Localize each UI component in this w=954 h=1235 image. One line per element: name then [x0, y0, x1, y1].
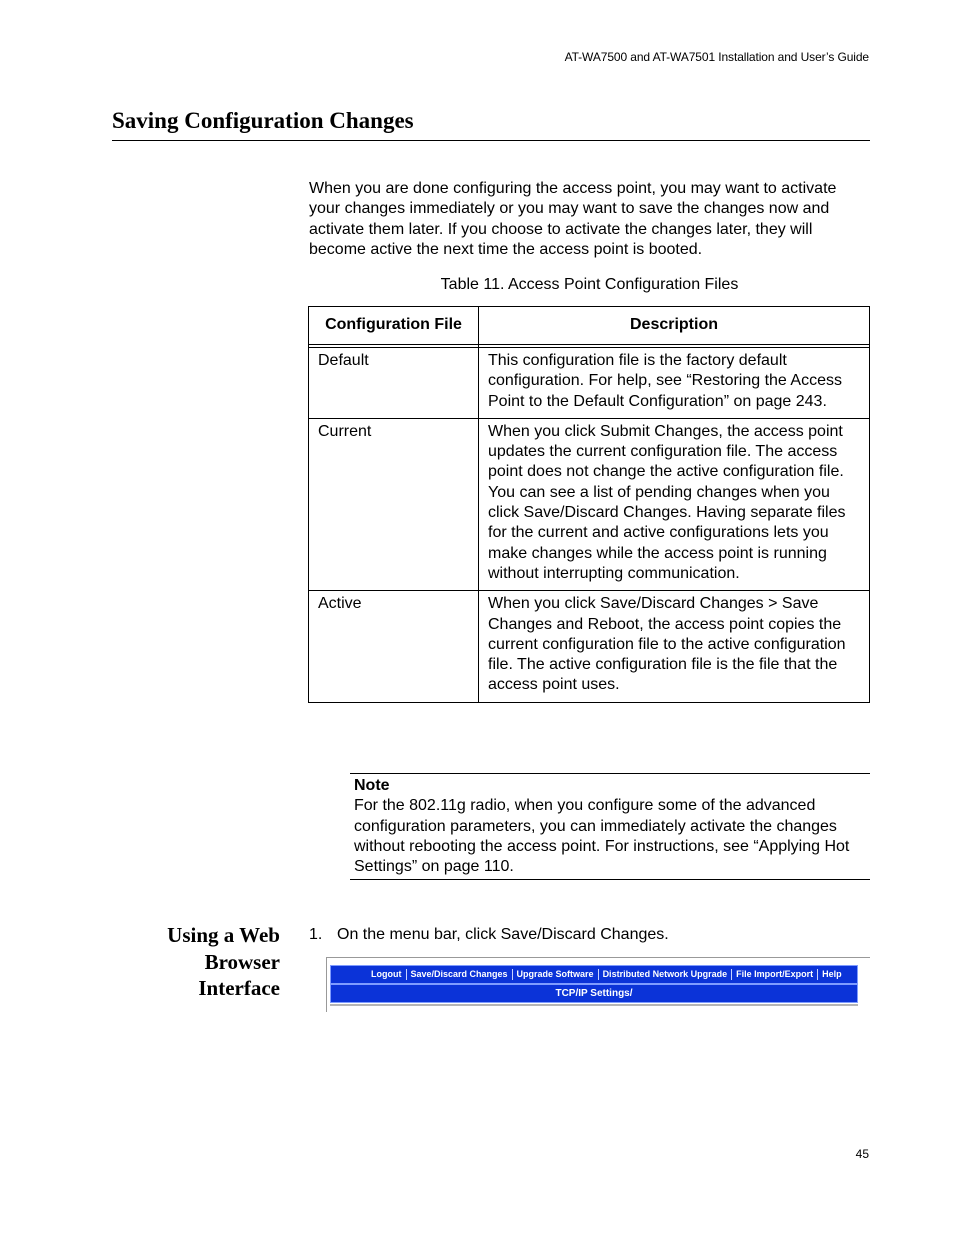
- running-header: AT-WA7500 and AT-WA7501 Installation and User’s Guide: [564, 50, 869, 64]
- screenshot-top-border: [326, 957, 870, 958]
- heading-line: Interface: [198, 976, 280, 1000]
- heading-line: Browser: [204, 949, 280, 974]
- table-row: [309, 348, 870, 419]
- config-files-table: [308, 306, 870, 703]
- section-title: Saving Configuration Changes: [112, 108, 414, 133]
- file-cell: Active: [309, 591, 479, 702]
- screenshot-left-border: [326, 957, 327, 1012]
- menubar-screenshot: [326, 957, 870, 1012]
- menu-item-logout[interactable]: Logout: [367, 969, 407, 980]
- note-box: [350, 773, 870, 880]
- column-header-configuration-file: Configuration File: [309, 307, 479, 345]
- column-header-description: Description: [479, 307, 870, 345]
- step-1: [309, 926, 669, 944]
- menu-item-distributed-network-upgrade[interactable]: Distributed Network Upgrade: [599, 969, 733, 980]
- description-cell: This configuration file is the factory default configuration. For help, see “Restoring the Access Point to the Default Configuration” on page 243.: [479, 348, 870, 419]
- title-rule: [112, 140, 870, 141]
- table-header-row: [309, 307, 870, 345]
- description-cell: When you click Save/Discard Changes > Save Changes and Reboot, the access point copies the current configuration file to the active configuration file. The active configuration file is the file that the access point uses.: [479, 591, 870, 702]
- subsection-heading: [140, 922, 280, 1002]
- intro-paragraph: When you are done configuring the access point, you may want to activate your changes immediately or you may want to save the changes now and activate them later. If you choose to activate the changes later, they will become active the next time the access point is booted.: [309, 180, 837, 258]
- table-row: [309, 591, 870, 702]
- file-cell: Default: [309, 348, 479, 419]
- note-label: Note: [354, 777, 390, 794]
- menu-bar: [330, 965, 858, 984]
- menu-item-file-import-export[interactable]: File Import/Export: [732, 969, 818, 980]
- menu-item-upgrade-software[interactable]: Upgrade Software: [513, 969, 599, 980]
- screenshot-bottom-border: [330, 1004, 858, 1006]
- table-row: [309, 418, 870, 590]
- description-cell: When you click Submit Changes, the access point updates the current configuration file. The access point does not change the active configuration file. You can see a list of pending changes when you click Save/Discard Changes. Having separate files for the current and active configurations lets you make changes while the access point is running without interrupting communication.: [479, 418, 870, 590]
- page-title-bar: TCP/IP Settings/: [330, 984, 858, 1003]
- step-number: 1.: [309, 926, 323, 943]
- note-text: For the 802.11g radio, when you configure some of the advanced configuration parameters, you can immediately activate the changes without rebooting the access point. For instructions, see “Applying Hot Settings” on page 110.: [354, 797, 850, 876]
- menu-item-help[interactable]: Help: [822, 969, 842, 979]
- page-number: 45: [855, 1147, 869, 1161]
- table-caption: Table 11. Access Point Configuration Files: [440, 276, 739, 293]
- heading-line: Using a Web: [167, 923, 280, 947]
- step-text: On the menu bar, click Save/Discard Changes.: [337, 926, 669, 943]
- menu-item-save-discard-changes[interactable]: Save/Discard Changes: [407, 969, 513, 980]
- file-cell: Current: [309, 418, 479, 590]
